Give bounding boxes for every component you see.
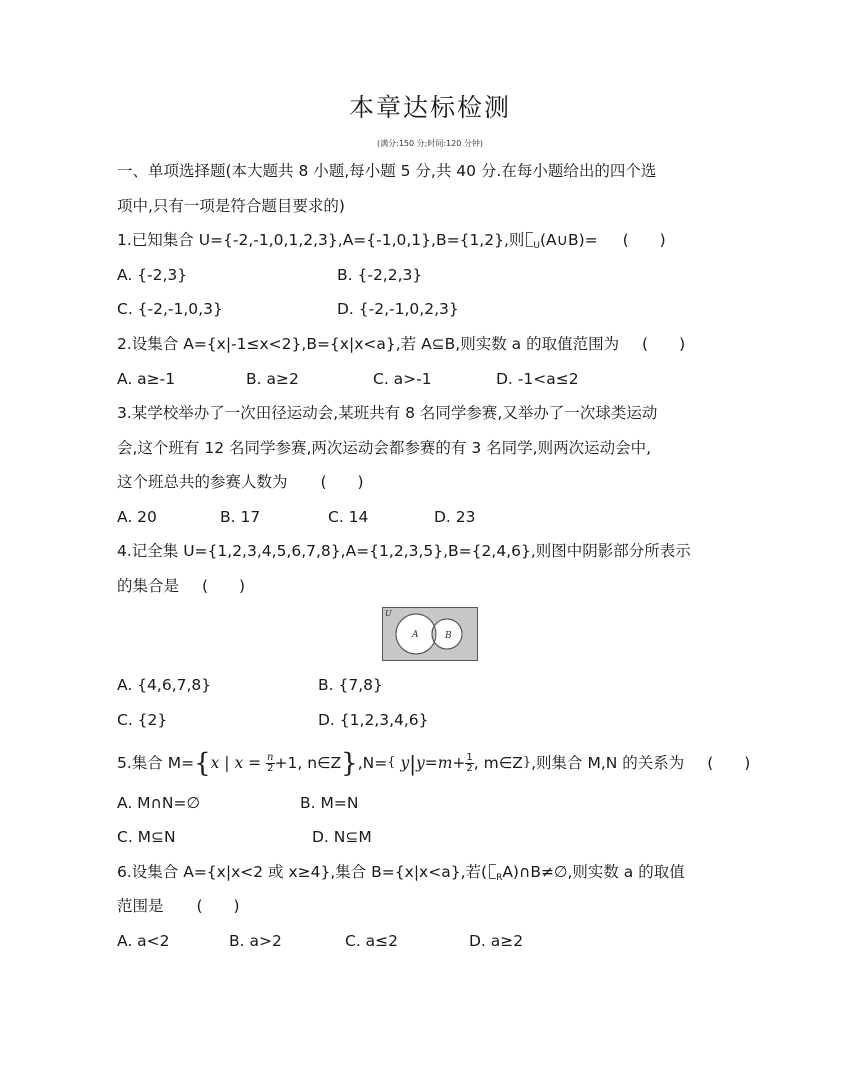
question-5-prefix: 5.集合 M= — [117, 754, 195, 772]
answer-paren: ( ) — [201, 577, 246, 595]
question-3-line3 — [117, 472, 364, 492]
q3-option-a: A. 20 — [117, 508, 157, 526]
q6-option-d: D. a≥2 — [469, 932, 524, 950]
q2-option-d: D. -1<a≤2 — [496, 370, 579, 388]
q4-option-b: B. {7,8} — [318, 676, 383, 694]
question-5-stem — [117, 748, 750, 779]
q5-option-d: D. N⊆M — [312, 828, 372, 846]
question-1-stem — [117, 230, 666, 256]
left-brace-small: { — [387, 755, 396, 770]
q1-option-d: D. {-2,-1,0,2,3} — [337, 300, 459, 318]
question-2-stem — [117, 334, 685, 354]
q2-option-c: C. a>-1 — [373, 370, 432, 388]
q6-option-a: A. a<2 — [117, 932, 170, 950]
question-6-line2 — [117, 896, 240, 916]
answer-paren: ( ) — [622, 231, 666, 249]
question-2-text: 2.设集合 A={x|-1≤x<2},B={x|x<a},若 A⊆B,则实数 a 的取值范围为 — [117, 335, 620, 353]
answer-paren: ( ) — [642, 335, 686, 353]
question-6-stem — [117, 862, 685, 888]
q5-option-c: C. M⊆N — [117, 828, 176, 846]
section-heading-line1: 一、单项选择题(本大题共 8 小题,每小题 5 分,共 40 分.在每小题给出的四个选 — [117, 162, 657, 180]
venn-a-label: A — [412, 630, 419, 640]
set-n-var: y — [400, 754, 410, 772]
q5-option-b: B. M=N — [300, 794, 359, 812]
question-1-text-tail: (A∪B)= — [539, 231, 598, 249]
q4-option-c: C. {2} — [117, 711, 168, 729]
q4-option-d: D. {1,2,3,4,6} — [318, 711, 429, 729]
section-heading-line2: 项中,只有一项是符合题目要求的) — [117, 197, 345, 215]
fraction-1-over-2: $\frac{1}{2}$ — [466, 752, 473, 774]
page-title: 本章达标检测 — [348, 93, 511, 122]
set-n-builder-mid: y=m+ — [415, 754, 466, 772]
answer-paren: ( ) — [196, 897, 240, 915]
q3-option-d: D. 23 — [434, 508, 476, 526]
venn-u-label: U — [385, 609, 392, 618]
question-5-tail: ,则集合 M,N 的关系为 — [531, 754, 685, 772]
answer-paren: ( ) — [320, 473, 364, 491]
left-brace: { — [194, 748, 211, 779]
question-4-line1: 4.记全集 U={1,2,3,4,5,6,7,8},A={1,2,3,5},B={2,4,6},则图中阴影部分所表示 — [117, 542, 691, 560]
q1-option-a: A. {-2,3} — [117, 266, 188, 284]
complement-symbol — [489, 864, 496, 879]
q4-option-a: A. {4,6,7,8} — [117, 676, 212, 694]
set-n-builder-right: , m∈Z — [473, 754, 523, 772]
q3-option-b: B. 17 — [220, 508, 261, 526]
set-bar: | — [409, 751, 416, 776]
score-time-note: (满分:150 分;时间:120 分钟) — [377, 139, 483, 148]
question-6-text: 6.设集合 A={x|x<2 或 x≥4},集合 B={x|x<a},若( — [117, 863, 488, 881]
q1-option-b: B. {-2,2,3} — [337, 266, 423, 284]
set-m-builder-right: +1, n∈Z — [274, 754, 342, 772]
q1-option-c: C. {-2,-1,0,3} — [117, 300, 223, 318]
q5-option-a: A. M∩N=∅ — [117, 794, 200, 812]
set-m-builder-left: x | x = — [210, 754, 262, 772]
q6-option-b: B. a>2 — [229, 932, 282, 950]
complement-subscript: U — [533, 241, 540, 251]
right-brace-small: } — [522, 755, 532, 770]
complement-subscript: R — [496, 873, 503, 883]
question-1-text: 1.已知集合 U={-2,-1,0,1,2,3},A={-1,0,1},B={1,2},则 — [117, 231, 525, 249]
question-3-text: 这个班总共的参赛人数为 — [117, 473, 288, 491]
question-6-text-line2: 范围是 — [117, 897, 164, 915]
question-3-line1: 3.某学校举办了一次田径运动会,某班共有 8 名同学参赛,又举办了一次球类运动 — [117, 404, 658, 422]
question-4-text: 的集合是 — [117, 577, 180, 595]
answer-paren: ( ) — [707, 754, 751, 772]
q3-option-c: C. 14 — [328, 508, 369, 526]
fraction-n-over-2: $\frac{n}{2}$ — [267, 752, 274, 774]
venn-diagram — [382, 607, 478, 661]
right-brace: } — [341, 748, 358, 779]
q2-option-a: A. a≥-1 — [117, 370, 176, 388]
question-6-text-tail: A)∩B≠∅,则实数 a 的取值 — [502, 863, 685, 881]
venn-b-label: B — [445, 631, 452, 641]
q6-option-c: C. a≤2 — [345, 932, 399, 950]
q2-option-b: B. a≥2 — [246, 370, 299, 388]
set-n-prefix: ,N= — [357, 754, 388, 772]
question-4-line2 — [117, 576, 245, 596]
question-3-line2: 会,这个班有 12 名同学参赛,两次运动会都参赛的有 3 名同学,则两次运动会中, — [117, 439, 652, 457]
